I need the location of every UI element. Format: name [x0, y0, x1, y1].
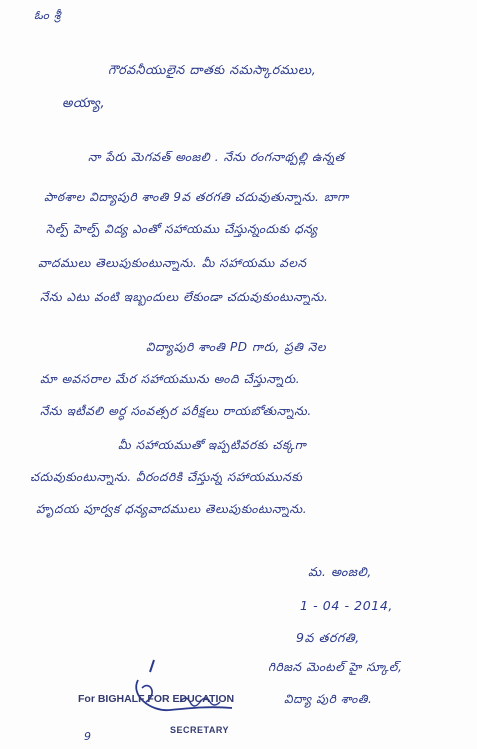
stamp-signature-scribble: [120, 650, 260, 720]
opening: అయ్యా,: [62, 96, 106, 111]
para2-line1: విద్యాపురి శాంతి PD గారు, ప్రతి నెల: [146, 340, 327, 354]
para1-line3: సెల్ప్ హెల్ప్ విద్య ఎంతో సహాయము చేస్తున్నందుకు ధన్య: [46, 222, 318, 236]
sign-date: 1 - 04 - 2014,: [300, 598, 393, 613]
greeting: గౌరవనీయులైన దాతకు నమస్కారములు,: [108, 62, 317, 77]
salutation: ఓం శ్రీ: [34, 8, 62, 22]
para1-line4: వాదములు తెలుపుకుంటున్నాను. మీ సహాయము వలన: [38, 256, 307, 270]
para3-line3: హృదయ పూర్వక ధన్యవాదములు తెలుపుకుంటున్నాను.: [36, 502, 308, 516]
para3-line1: మీ సహాయముతో ఇప్పటివరకు చక్కగా: [118, 438, 307, 452]
stamp-org: For BIGHALF FOR EDUCATION: [78, 693, 235, 705]
sign-name: మ. అంజలి,: [308, 564, 372, 579]
para1-line5: నేను ఎటు వంటి ఇబ్బందులు లేకుండా చదువుకుంటున్నాను.: [40, 290, 329, 304]
para2-line2: మా అవసరాల మేర సహాయమును అంది చేస్తున్నారు.: [40, 372, 301, 386]
para1-line1: నా పేరు మెగవత్ అంజలి . నేను రంగనాథ్పల్లి ఉన్నత: [88, 150, 345, 164]
para2-line3: నేను ఇటీవలి అర్ధ సంవత్సర పరీక్షలు రాయబోతున్నాను.: [40, 404, 312, 418]
para3-line2: చదువుకుంటున్నాను. వీరందరికి చేస్తున్న సహాయమునకు: [30, 470, 303, 484]
sign-place: విద్యా పురి శాంతి.: [284, 692, 373, 706]
stamp-mark: 9: [84, 730, 92, 743]
sign-school: గిరిజన మెంటల్ హై స్కూల్,: [268, 660, 403, 674]
sign-class: 9వ తరగతి,: [296, 630, 360, 645]
para1-line2: పాఠశాల విద్యాపురి శాంతి 9వ తరగతి చదువుతున్నాను. బాగా: [44, 190, 349, 204]
stamp-title: SECRETARY: [170, 725, 230, 735]
